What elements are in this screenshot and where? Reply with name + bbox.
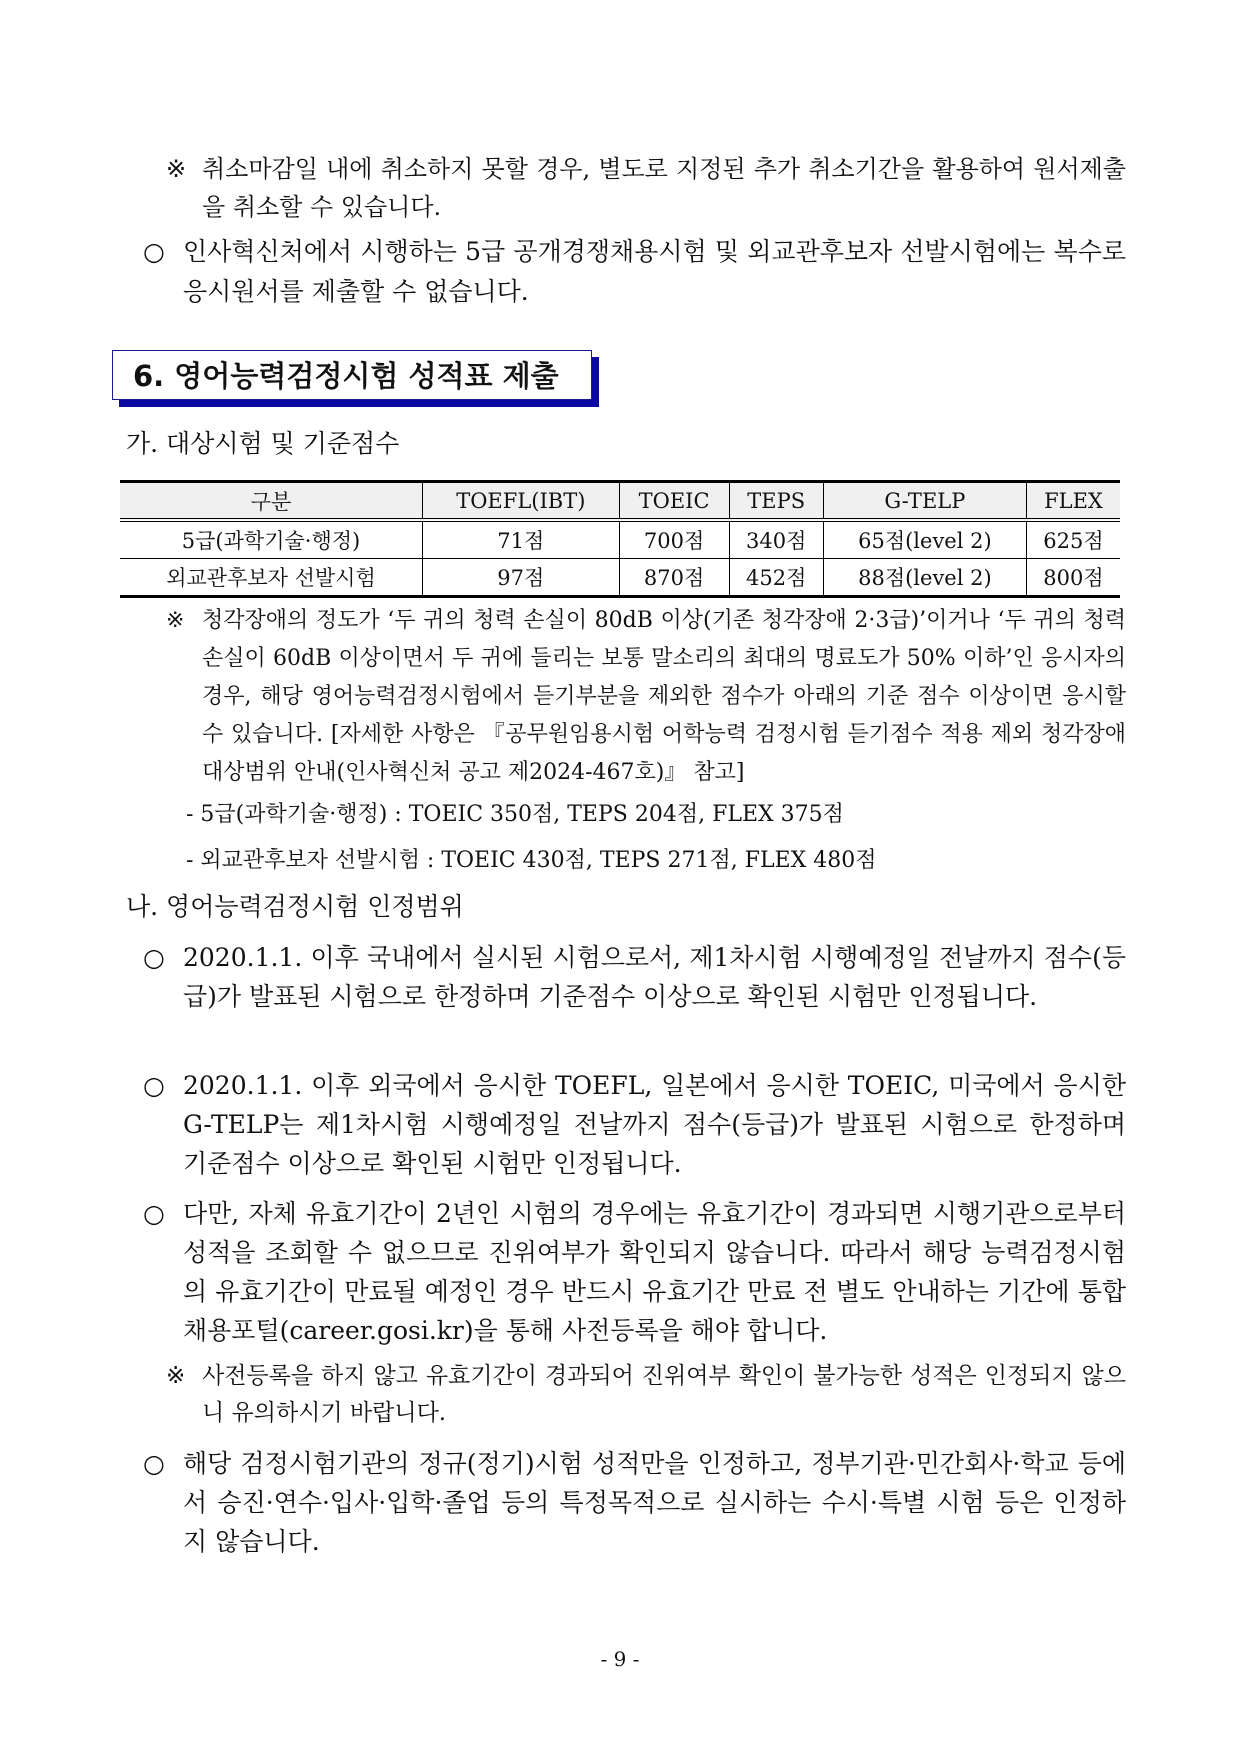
col-header: TEPS <box>729 482 823 521</box>
col-header: TOEIC <box>619 482 729 521</box>
bullet-item <box>143 1194 1126 1350</box>
bullet-text: 다만, 자체 유효기간이 2년인 시험의 경우에는 유효기간이 경과되면 시행기관으로부터 성적을 조회할 수 없으므로 진위여부가 확인되지 않습니다. 따라서 해당 능력검정시험의 유효기간이 만료될 예정인 경우 반드시 유효기간 만료 전 별도 안내하는 기간에 통합채용포털(career.gosi.kr)을 통해 사전등록을 해야 합니다. <box>183 1199 1126 1345</box>
hearing-impairment-note <box>166 602 1126 792</box>
bullet-marker: ○ <box>143 1199 165 1228</box>
bullet-item <box>143 1444 1126 1561</box>
note-marker: ※ <box>166 1363 186 1389</box>
table-row <box>120 520 1120 559</box>
bullet-text: 해당 검정시험기관의 정규(정기)시험 성적만을 인정하고, 정부기관·민간회사·학교 등에서 승진·연수·입사·입학·졸업 등의 특정목적으로 실시하는 수시·특별 시험 등은 인정하지 않습니다. <box>183 1449 1126 1556</box>
table-cell: 65점(level 2) <box>823 520 1026 559</box>
hearing-item: - 5급(과학기술·행정) : TOEIC 350점, TEPS 204점, FLEX 375점 <box>186 802 844 827</box>
cancel-note <box>166 150 1126 226</box>
bullet-text: 2020.1.1. 이후 외국에서 응시한 TOEFL, 일본에서 응시한 TOEIC, 미국에서 응시한 G-TELP는 제1차시험 시행예정일 전날까지 점수(등급)가 발표된 시험으로 한정하며 기준점수 이상으로 확인된 시험만 인정됩니다. <box>183 1071 1126 1178</box>
multiple-application-note <box>143 232 1126 312</box>
note-text: 취소마감일 내에 취소하지 못할 경우, 별도로 지정된 추가 취소기간을 활용하여 원서제출을 취소할 수 있습니다. <box>202 155 1126 221</box>
subsection-b-title: 나. 영어능력검정시험 인정범위 <box>126 892 464 921</box>
bullet-text: 인사혁신처에서 시행하는 5급 공개경쟁채용시험 및 외교관후보자 선발시험에는 복수로 응시원서를 제출할 수 없습니다. <box>183 237 1126 306</box>
table-cell: 5급(과학기술·행정) <box>120 520 423 559</box>
table-row <box>120 559 1120 597</box>
bullet-marker: ○ <box>143 1071 165 1100</box>
note-text: 청각장애의 정도가 ‘두 귀의 청력 손실이 80dB 이상(기존 청각장애 2·3급)’이거나 ‘두 귀의 청력 손실이 60dB 이상이면서 두 귀에 들리는 보통 말소리의 최대의 명료도가 50% 이하’인 응시자의 경우, 해당 영어능력검정시험에서 듣기부분을 제외한 점수가 아래의 기준 점수 이상이면 응시할 수 있습니다. [자세한 사항은 『공무원임용시험 어학능력 검정시험 듣기점수 적용 제외 청각장애 대상범위 안내(인사혁신처 공고 제2024-467호)』 참고] <box>202 608 1126 785</box>
col-header: 구분 <box>120 482 423 521</box>
note-marker: ※ <box>166 155 187 183</box>
note-text: 사전등록을 하지 않고 유효기간이 경과되어 진위여부 확인이 불가능한 성적은 인정되지 않으니 유의하시기 바랍니다. <box>202 1363 1126 1426</box>
table-cell: 870점 <box>619 559 729 597</box>
table-cell: 71점 <box>423 520 620 559</box>
table-cell: 외교관후보자 선발시험 <box>120 559 423 597</box>
table-cell: 700점 <box>619 520 729 559</box>
hearing-item: - 외교관후보자 선발시험 : TOEIC 430점, TEPS 271점, FLEX 480점 <box>186 848 877 873</box>
bullet-item <box>143 938 1126 1016</box>
bullet-marker: ○ <box>143 237 165 266</box>
table-cell: 88점(level 2) <box>823 559 1026 597</box>
table-cell: 452점 <box>729 559 823 597</box>
table-cell: 97점 <box>423 559 620 597</box>
table-cell: 800점 <box>1026 559 1120 597</box>
bullet-marker: ○ <box>143 1449 165 1478</box>
bullet-text: 2020.1.1. 이후 국내에서 실시된 시험으로서, 제1차시험 시행예정일 전날까지 점수(등급)가 발표된 시험으로 한정하며 기준점수 이상으로 확인된 시험만 인정됩니다. <box>183 943 1126 1011</box>
note-marker: ※ <box>166 608 185 633</box>
score-table <box>120 480 1120 598</box>
bullet-item <box>143 1066 1126 1183</box>
col-header: FLEX <box>1026 482 1120 521</box>
bullet-marker: ○ <box>143 943 165 972</box>
col-header: G-TELP <box>823 482 1026 521</box>
table-cell: 625점 <box>1026 520 1120 559</box>
pre-registration-note <box>166 1358 1126 1432</box>
section-title: 6. 영어능력검정시험 성적표 제출 <box>112 350 592 400</box>
col-header: TOEFL(IBT) <box>423 482 620 521</box>
table-cell: 340점 <box>729 520 823 559</box>
page-number: - 9 - <box>600 1647 640 1671</box>
subsection-a-title: 가. 대상시험 및 기준점수 <box>126 429 400 458</box>
